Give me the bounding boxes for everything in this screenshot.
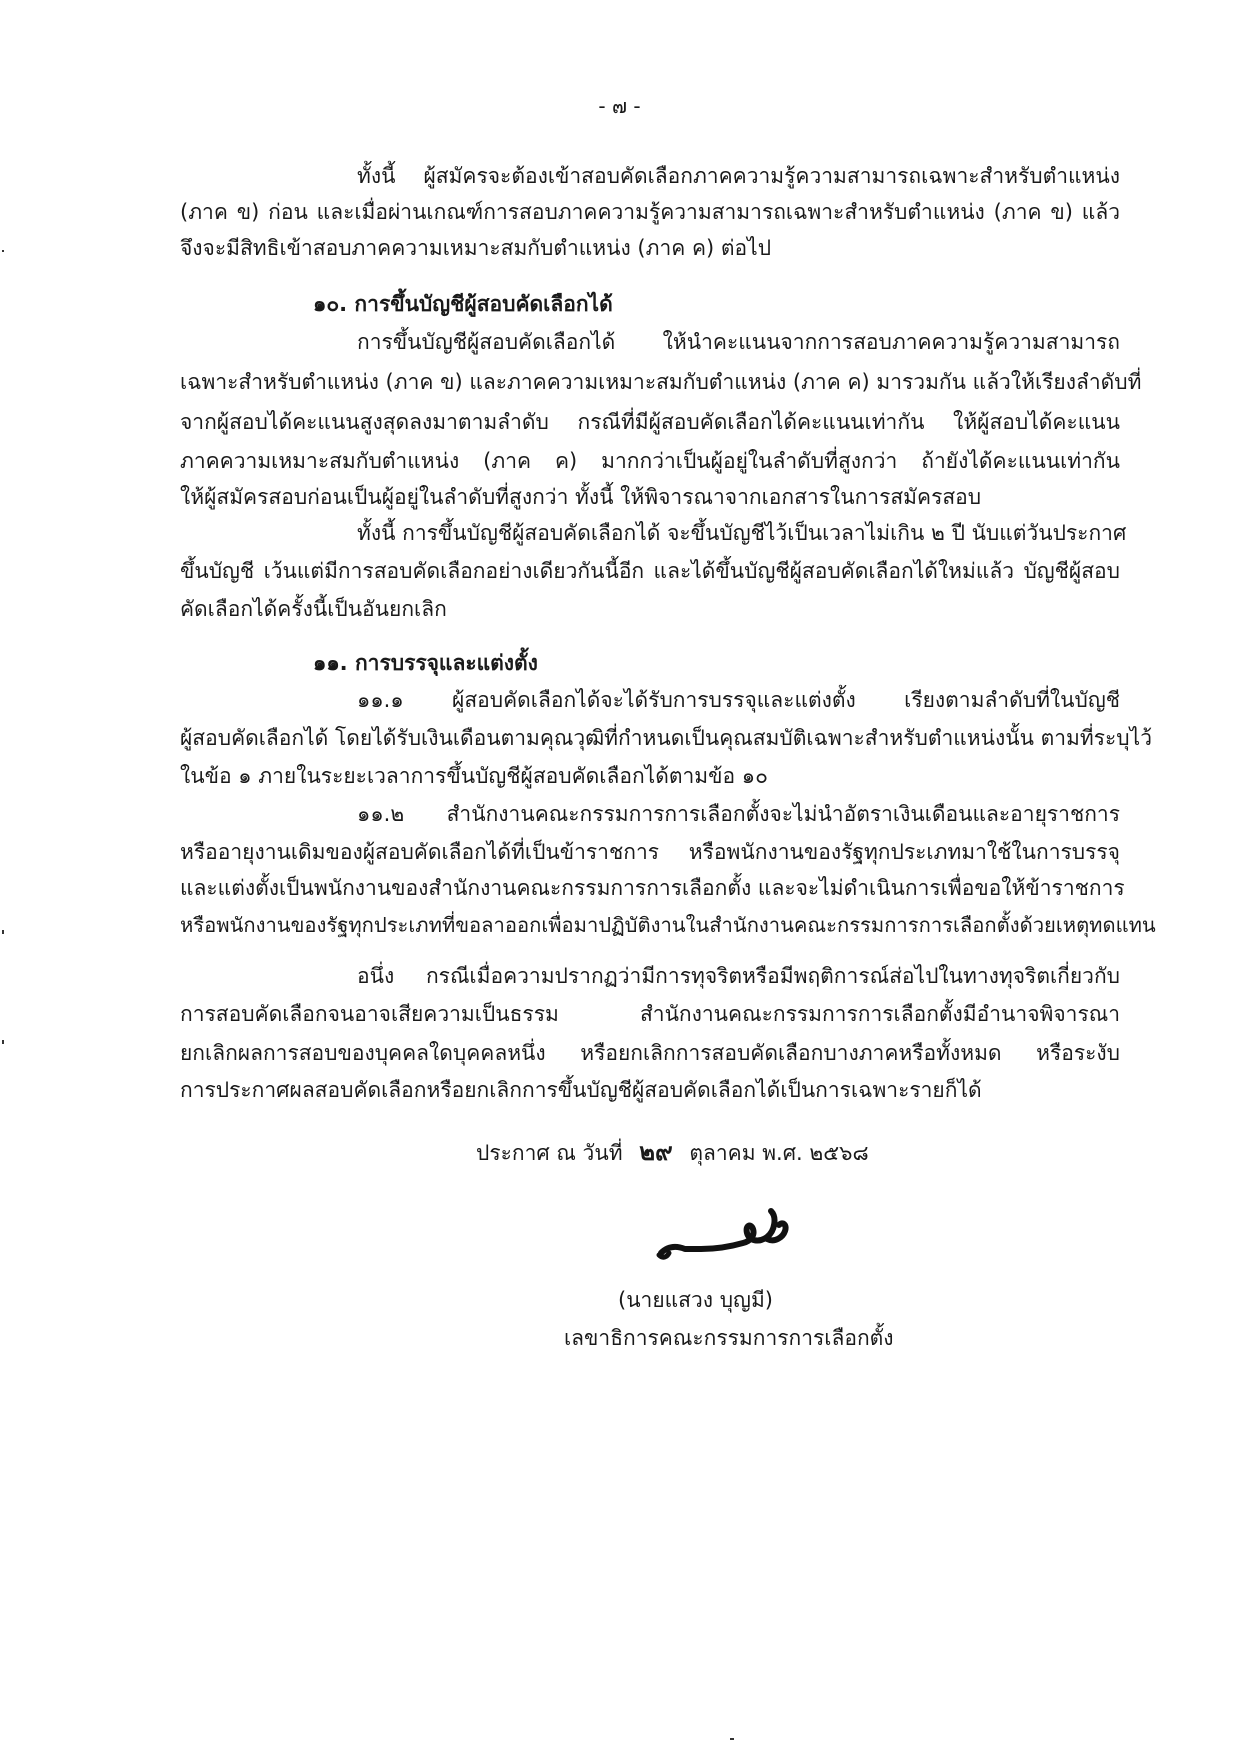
section-10-para1-line-1: การขึ้นบัญชีผู้สอบคัดเลือกได้ ให้นำคะแนนจากการสอบภาคความรู้ความสามารถ [357,330,1120,354]
scan-speck [2,930,4,934]
section-10-para1-line-4: ภาคความเหมาะสมกับตำแหน่ง (ภาค ค) มากกว่าเป็นผู้อยู่ในลำดับที่สูงกว่า ถ้ายังได้คะแนนเท่ากัน [180,449,1120,473]
announcement-day: ๒๙ [639,1138,673,1166]
closing-line-2: การสอบคัดเลือกจนอาจเสียความเป็นธรรม สำนักงานคณะกรรมการการเลือกตั้งมีอำนาจพิจารณา [180,1002,1120,1026]
scan-speck [2,250,4,252]
section-10-para1-line-3: จากผู้สอบได้คะแนนสูงสุดลงมาตามลำดับ กรณีที่มีผู้สอบคัดเลือกได้คะแนนเท่ากัน ให้ผู้สอบได้คะแนน [180,410,1120,434]
intro-line-3: จึงจะมีสิทธิเข้าสอบภาคความเหมาะสมกับตำแหน่ง (ภาค ค) ต่อไป [180,236,772,260]
intro-line-1: ทั้งนี้ ผู้สมัครจะต้องเข้าสอบคัดเลือกภาคความรู้ความสามารถเฉพาะสำหรับตำแหน่ง [357,164,1120,188]
section-11-1-line-3: ในข้อ ๑ ภายในระยะเวลาการขึ้นบัญชีผู้สอบคัดเลือกได้ตามข้อ ๑๐ [180,764,768,788]
section-10-para2-line-2: ขึ้นบัญชี เว้นแต่มีการสอบคัดเลือกอย่างเดียวกันนี้อีก และได้ขึ้นบัญชีผู้สอบคัดเลือกได้ใหม่แล้ว บัญชีผู้สอบ [180,559,1120,583]
intro-line-2: (ภาค ข) ก่อน และเมื่อผ่านเกณฑ์การสอบภาคความรู้ความสามารถเฉพาะสำหรับตำแหน่ง (ภาค ข) แล้ว [180,200,1120,224]
section-11-2-line-4: หรือพนักงานของรัฐทุกประเภทที่ขอลาออกเพื่อมาปฏิบัติงานในสำนักงานคณะกรรมการการเลือกตั้งด้วยเหตุทดแทน [180,913,1156,937]
section-11-2-line-3: และแต่งตั้งเป็นพนักงานของสำนักงานคณะกรรมการการเลือกตั้ง และจะไม่ดำเนินการเพื่อขอให้ข้าราชการ [180,876,1125,900]
section-10-para2-line-1: ทั้งนี้ การขึ้นบัญชีผู้สอบคัดเลือกได้ จะขึ้นบัญชีไว้เป็นเวลาไม่เกิน ๒ ปี นับแต่วันประกาศ [357,521,1127,545]
closing-line-3: ยกเลิกผลการสอบของบุคคลใดบุคคลหนึ่ง หรือยกเลิกการสอบคัดเลือกบางภาคหรือทั้งหมด หรือระงับ [180,1041,1120,1065]
announcement-prefix: ประกาศ ณ วันที่ [476,1141,623,1165]
section-11-heading: ๑๑. การบรรจุและแต่งตั้ง [313,651,538,675]
section-10-para1-line-5: ให้ผู้สมัครสอบก่อนเป็นผู้อยู่ในลำดับที่สูงกว่า ทั้งนี้ ให้พิจารณาจากเอกสารในการสมัครสอบ [180,485,982,509]
section-11-1-line-1: ๑๑.๑ ผู้สอบคัดเลือกได้จะได้รับการบรรจุและแต่งตั้ง เรียงตามลำดับที่ในบัญชี [357,688,1120,712]
closing-line-4: การประกาศผลสอบคัดเลือกหรือยกเลิกการขึ้นบัญชีผู้สอบคัดเลือกได้เป็นการเฉพาะรายก็ได้ [180,1078,982,1102]
section-10-para1-line-2: เฉพาะสำหรับตำแหน่ง (ภาค ข) และภาคความเหมาะสมกับตำแหน่ง (ภาค ค) มารวมกัน แล้วให้เรียงลำดับที่ [180,370,1142,394]
closing-line-1: อนึ่ง กรณีเมื่อความปรากฏว่ามีการทุจริตหรือมีพฤติการณ์ส่อไปในทางทุจริตเกี่ยวกับ [357,964,1120,988]
section-10-para2-line-3: คัดเลือกได้ครั้งนี้เป็นอันยกเลิก [180,597,447,621]
page-number: - ๗ - [598,94,641,118]
handwritten-signature [655,1203,815,1273]
section-11-2-line-1: ๑๑.๒ สำนักงานคณะกรรมการการเลือกตั้งจะไม่นำอัตราเงินเดือนและอายุราชการ [357,802,1120,826]
signatory-name: (นายแสวง บุญมี) [618,1288,773,1312]
announcement-date [476,1134,869,1171]
announcement-suffix: ตุลาคม พ.ศ. ๒๕๖๘ [689,1141,869,1165]
section-11-1-line-2: ผู้สอบคัดเลือกได้ โดยได้รับเงินเดือนตามคุณวุฒิที่กำหนดเป็นคุณสมบัติเฉพาะสำหรับตำแหน่งนั้น ตามที่ระบุไว้ [180,726,1152,750]
signatory-title: เลขาธิการคณะกรรมการการเลือกตั้ง [564,1326,894,1350]
scan-speck [2,1040,4,1044]
section-11-2-line-2: หรืออายุงานเดิมของผู้สอบคัดเลือกได้ที่เป็นข้าราชการ หรือพนักงานของรัฐทุกประเภทมาใช้ในการบรรจุ [180,840,1120,864]
section-10-heading: ๑๐. การขึ้นบัญชีผู้สอบคัดเลือกได้ [313,292,613,316]
scan-speck [730,1738,734,1740]
